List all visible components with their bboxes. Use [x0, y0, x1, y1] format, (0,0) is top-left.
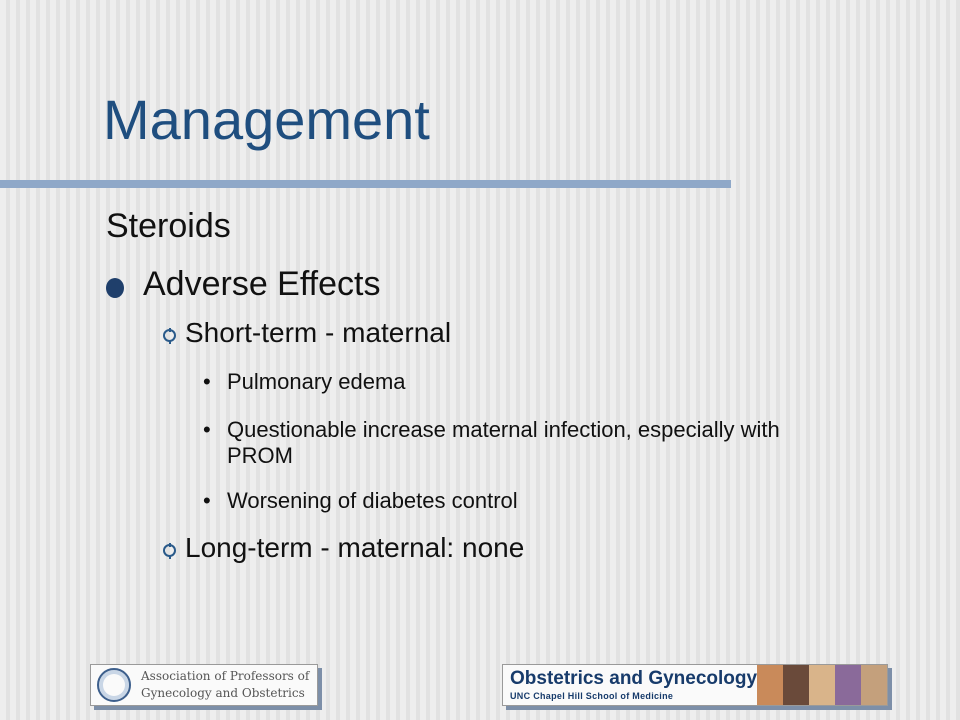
department-title: Obstetrics and Gynecology: [510, 668, 758, 689]
photo: [809, 665, 835, 705]
bullet-level3-text: Questionable increase maternal infection, especially with PROM: [227, 417, 780, 468]
photo: [757, 665, 783, 705]
association-line1: Association of Professors of: [141, 669, 310, 683]
bullet-level3-text: Worsening of diabetes control: [227, 488, 518, 513]
title-divider: [0, 180, 731, 188]
association-logo: [90, 664, 318, 706]
small-dot-bullet-icon: •: [203, 488, 211, 513]
department-logo: [502, 664, 888, 706]
people-photos: [757, 665, 887, 705]
small-dot-bullet-icon: •: [203, 417, 211, 442]
association-seal-icon: [97, 668, 131, 702]
ring-bullet-icon: [163, 329, 176, 342]
bullet-level1-text: Adverse Effects: [143, 265, 381, 303]
photo: [861, 665, 887, 705]
ring-bullet-icon: [163, 544, 176, 557]
small-dot-bullet-icon: •: [203, 369, 211, 394]
filled-round-bullet-icon: [106, 278, 124, 298]
department-subtitle: UNC Chapel Hill School of Medicine: [510, 691, 674, 701]
slide-title: Management: [103, 88, 430, 151]
bullet-level2-text: Long-term - maternal: none: [185, 532, 525, 563]
photo: [835, 665, 861, 705]
association-line2: Gynecology and Obstetrics: [141, 686, 305, 700]
section-heading: Steroids: [106, 207, 231, 245]
bullet-level2-text: Short-term - maternal: [185, 317, 452, 348]
photo: [783, 665, 809, 705]
bullet-level3-text: Pulmonary edema: [227, 369, 406, 394]
